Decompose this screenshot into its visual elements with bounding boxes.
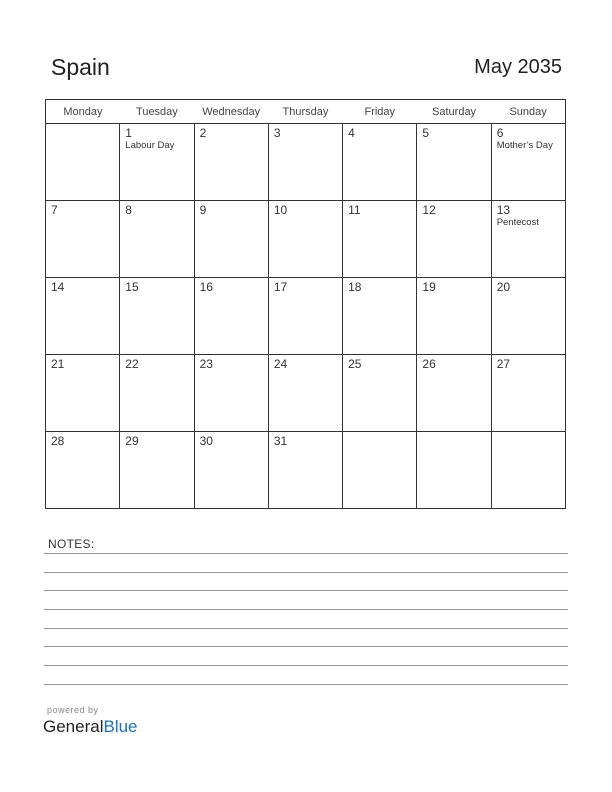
- day-cell[interactable]: [120, 201, 194, 278]
- logo-text-blue: Blue: [103, 717, 138, 736]
- day-cell[interactable]: [491, 355, 565, 432]
- day-cell[interactable]: [194, 201, 268, 278]
- day-number: 12: [422, 203, 436, 217]
- empty-day-cell: [417, 432, 491, 509]
- day-cell[interactable]: [491, 201, 565, 278]
- day-number: 16: [199, 280, 213, 294]
- day-number: 4: [348, 126, 355, 140]
- holiday-label: Labour Day: [125, 140, 175, 151]
- day-cell[interactable]: [120, 432, 194, 509]
- day-number: 8: [125, 203, 132, 217]
- day-number: 2: [199, 126, 207, 140]
- day-number: 31: [273, 434, 288, 448]
- day-cell[interactable]: [343, 201, 417, 278]
- country-title: Spain: [51, 54, 110, 80]
- day-cell[interactable]: [268, 355, 342, 432]
- day-number: 25: [348, 357, 362, 371]
- note-line: [44, 609, 568, 610]
- weekday-header-row: [46, 100, 566, 124]
- note-line: [44, 572, 568, 573]
- day-number: 5: [422, 126, 430, 140]
- day-cell[interactable]: [194, 355, 268, 432]
- day-number: 30: [199, 434, 213, 448]
- empty-day-cell: [491, 432, 565, 509]
- day-number: 20: [496, 280, 511, 294]
- day-number: 27: [496, 357, 511, 371]
- day-number: 26: [422, 357, 436, 371]
- day-number: 14: [51, 280, 65, 294]
- day-number: 29: [125, 434, 139, 448]
- note-line: [44, 646, 568, 647]
- day-cell[interactable]: [491, 124, 565, 201]
- day-cell[interactable]: [491, 278, 565, 355]
- day-number: 1: [125, 126, 132, 140]
- day-cell[interactable]: [46, 278, 120, 355]
- day-number: 13: [496, 203, 511, 217]
- day-cell[interactable]: [120, 355, 194, 432]
- day-number: 15: [125, 280, 139, 294]
- day-cell[interactable]: [194, 432, 268, 509]
- generalblue-logo[interactable]: [43, 717, 138, 737]
- empty-day-cell: [343, 432, 417, 509]
- day-number: 23: [199, 357, 213, 371]
- weekday-saturday: Saturday: [417, 100, 491, 124]
- day-number: 22: [125, 357, 139, 371]
- day-cell[interactable]: [120, 278, 194, 355]
- holiday-label: Pentecost: [496, 217, 539, 228]
- note-line: [44, 590, 568, 591]
- week-row: [46, 124, 566, 201]
- note-line: [44, 628, 568, 629]
- weekday-monday: Monday: [46, 100, 120, 124]
- day-cell[interactable]: [194, 278, 268, 355]
- day-cell[interactable]: [46, 201, 120, 278]
- week-row: [46, 278, 566, 355]
- day-cell[interactable]: [343, 124, 417, 201]
- powered-by-text: powered by: [47, 705, 99, 715]
- week-row: [46, 355, 566, 432]
- day-number: 3: [273, 126, 281, 140]
- day-cell[interactable]: [268, 201, 342, 278]
- day-cell[interactable]: [268, 432, 342, 509]
- day-number: 9: [199, 203, 207, 217]
- day-cell[interactable]: [417, 355, 491, 432]
- weekday-sunday: Sunday: [491, 100, 565, 124]
- day-cell[interactable]: [46, 355, 120, 432]
- day-cell[interactable]: [417, 278, 491, 355]
- logo-text-general: General: [43, 717, 104, 736]
- empty-day-cell: [46, 124, 120, 201]
- weekday-friday: Friday: [343, 100, 417, 124]
- day-cell[interactable]: [120, 124, 194, 201]
- day-number: 28: [51, 434, 65, 448]
- day-number: 10: [273, 203, 288, 217]
- day-number: 19: [422, 280, 436, 294]
- day-cell[interactable]: [417, 124, 491, 201]
- week-row: [46, 432, 566, 509]
- weekday-thursday: Thursday: [268, 100, 342, 124]
- day-number: 24: [273, 357, 288, 371]
- note-line: [44, 684, 568, 685]
- week-row: [46, 201, 566, 278]
- notes-label: NOTES:: [48, 537, 95, 551]
- day-number: 6: [496, 126, 504, 140]
- day-cell[interactable]: [343, 355, 417, 432]
- month-title: May 2035: [474, 56, 562, 78]
- day-cell[interactable]: [268, 278, 342, 355]
- note-line: [44, 553, 568, 554]
- day-number: 11: [348, 203, 361, 217]
- day-number: 17: [273, 280, 288, 294]
- day-number: 18: [348, 280, 362, 294]
- day-cell[interactable]: [417, 201, 491, 278]
- day-cell[interactable]: [343, 278, 417, 355]
- weekday-wednesday: Wednesday: [194, 100, 268, 124]
- day-cell[interactable]: [46, 432, 120, 509]
- day-number: 7: [51, 203, 58, 217]
- day-cell[interactable]: [268, 124, 342, 201]
- weekday-tuesday: Tuesday: [120, 100, 194, 124]
- holiday-label: Mother’s Day: [496, 140, 553, 151]
- note-line: [44, 665, 568, 666]
- calendar-grid: [45, 99, 566, 509]
- day-cell[interactable]: [194, 124, 268, 201]
- day-number: 21: [51, 357, 65, 371]
